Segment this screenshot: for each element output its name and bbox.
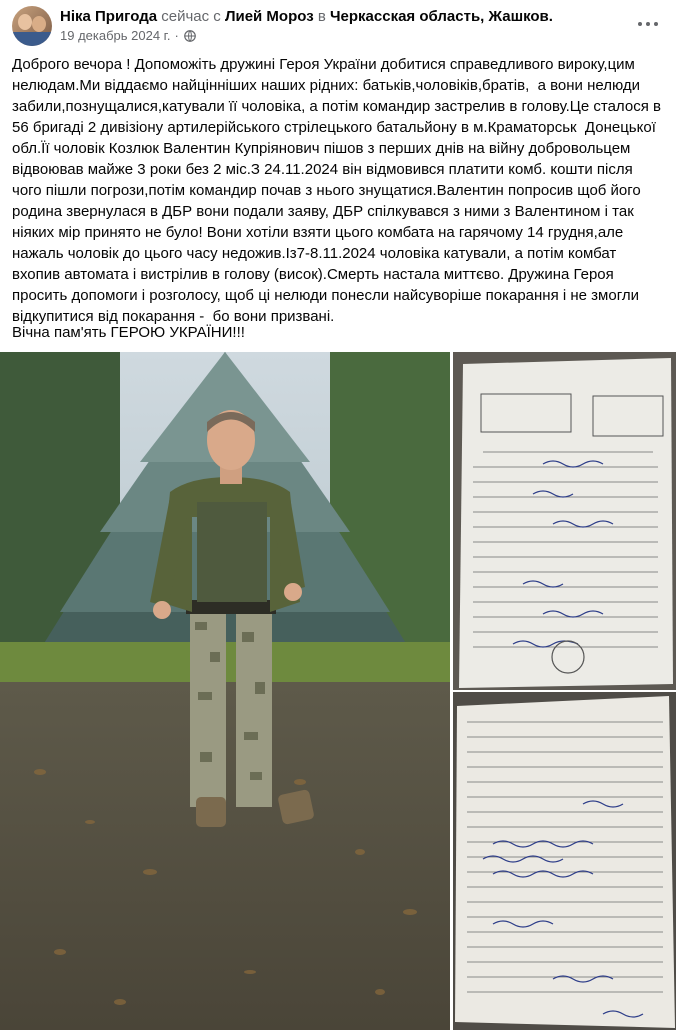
globe-icon — [184, 30, 196, 42]
post-body: Доброго вечора ! Допоможіть дружині Героя України добитися справедливого вироку,цим нелюдам.Ми віддаємо найцінніших наших рідних: батьків,чоловіків,братів, а вони нелюди забили,познущалися,катували її чоловіка, а потім командир застрелив в голову.Це сталося в 56 бригаді 2 дивізіону артилерійського стрілецького батальйону в м.Краматорськ Донецької обл.Її чоловік Козлюк Валентин Купріянович пішов з перших днів на війну добровольцем відвоював майже 3 роки без 2 міс.З 24.11.2024 він відмовився платити комб. кошти після чого пішли погрози,потім командир почав з нього знущатися.Валентин попросив щоб його родина звернулася в ДБР вони подали заяву, ДБР спілкувався з ними з Валентином і так ніяких мір принято не було! Вони хотіли взяти цього комбата на гарячому 14 грудня,але нажаль чоловік до цього часу недожив.Із7-8.11.2024 чоловіка катували, а потім комбат вхопив автомата і вистрілив в голову (висок).Смерть настала миттєво. Дружина Героя просить допомоги і розголосу, щоб ці нелюди понесли найсуворіше покарання і не змогли відкупитися від покарання - бо вони призвані. — [12, 56, 666, 325]
tagged-person[interactable]: Лией Мороз — [224, 8, 314, 25]
document-back-graphic — [453, 692, 676, 1030]
avatar[interactable] — [12, 6, 52, 46]
feeling-text: сейчас с — [161, 8, 221, 25]
location-link[interactable]: Черкасская область, Жашков. — [329, 8, 553, 25]
death-certificate-back-photo[interactable] — [453, 692, 676, 1030]
author-name[interactable]: Ніка Пригода — [60, 8, 158, 25]
more-options-icon[interactable] — [636, 14, 660, 34]
post-date[interactable]: 19 декабрь 2024 г. — [60, 28, 171, 43]
post-header-line — [60, 8, 553, 25]
soldier-photo-graphic — [0, 352, 450, 1030]
document-photo-graphic — [453, 352, 676, 690]
post-header — [12, 6, 664, 46]
meta-separator: · — [174, 28, 179, 43]
in-word: в — [317, 8, 326, 25]
soldier-photo[interactable] — [0, 352, 450, 1030]
death-certificate-photo[interactable] — [453, 352, 676, 690]
post-footer-text: Вічна пам'ять ГЕРОЮ УКРАЇНИ!!! — [12, 324, 245, 341]
post-meta — [60, 28, 196, 43]
